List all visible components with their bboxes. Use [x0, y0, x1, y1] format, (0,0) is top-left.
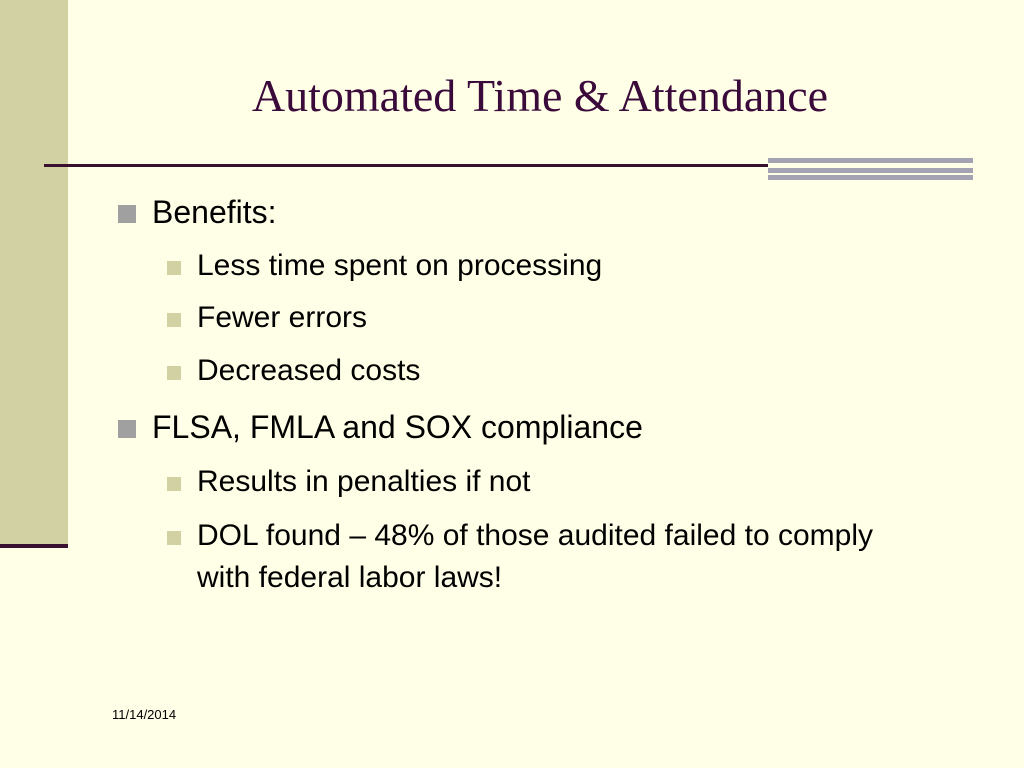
slide-title: Automated Time & Attendance [251, 70, 829, 121]
sub-bullet-less-time [197, 245, 602, 287]
bullet-compliance [152, 408, 643, 446]
square-bullet-icon [167, 261, 181, 275]
footer-date: 11/14/2014 [112, 707, 177, 722]
bullet-text: Decreased costs [197, 354, 421, 387]
square-bullet-icon [167, 531, 181, 545]
square-bullet-icon [118, 420, 136, 438]
sub-bullet-decreased-costs [197, 350, 420, 392]
square-bullet-icon [118, 205, 136, 223]
square-bullet-icon [167, 477, 181, 491]
sub-bullet-penalties [197, 461, 531, 503]
bullet-text: Benefits: [152, 194, 277, 230]
bullet-text: Fewer errors [197, 301, 368, 334]
square-bullet-icon [167, 366, 181, 380]
bullet-benefits [152, 193, 277, 231]
bullet-text: FLSA, FMLA and SOX compliance [152, 409, 643, 445]
bullet-text: Results in penalties if not [197, 465, 531, 498]
sub-bullet-dol-found [197, 515, 927, 599]
bullet-text: DOL found – 48% of those audited failed to comply with federal labor laws! [197, 519, 873, 594]
square-bullet-icon [167, 313, 181, 327]
sub-bullet-fewer-errors [197, 297, 367, 339]
bullet-text: Less time spent on processing [197, 249, 603, 282]
